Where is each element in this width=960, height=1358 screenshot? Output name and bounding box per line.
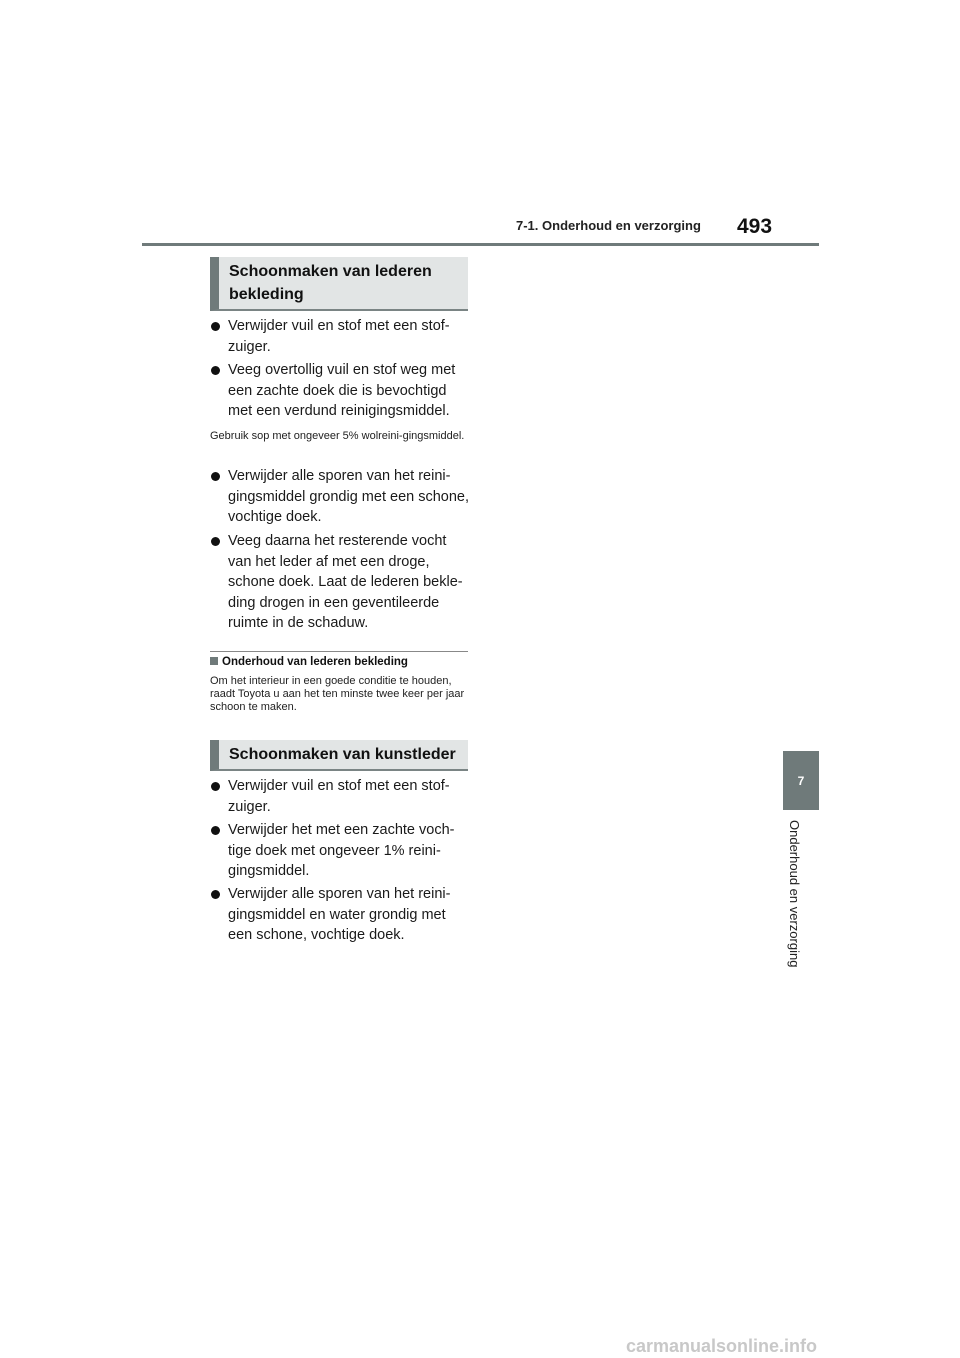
info-title: Onderhoud van lederen bekleding — [210, 656, 408, 668]
bullet-icon — [211, 826, 220, 835]
chapter-side-label: Onderhoud en verzorging — [787, 820, 802, 968]
bullet-icon — [211, 537, 220, 546]
section-heading-artificial-leather: Schoonmaken van kunstleder — [210, 740, 468, 771]
info-text: Om het interieur in een goede conditie te houden, raadt Toyota u aan het ten minste twee keer per jaar schoon te maken. — [210, 675, 465, 713]
bullet-icon — [211, 322, 220, 331]
bullet-icon — [211, 782, 220, 791]
header-divider — [142, 243, 819, 246]
list-item: Verwijder vuil en stof met een stof-zuiger. — [210, 316, 472, 357]
list-item: Veeg overtollig vuil en stof weg met een zachte doek die is bevochtigd met een verdund reinigingsmiddel. — [210, 360, 472, 422]
watermark: carmanualsonline.info — [626, 1336, 818, 1356]
list-item: Verwijder alle sporen van het reini-gingsmiddel grondig met een schone, vochtige doek. — [210, 466, 472, 528]
list-item: Verwijder vuil en stof met een stof-zuiger. — [210, 776, 472, 817]
bullet-icon — [211, 366, 220, 375]
list-item: Verwijder het met een zachte voch-tige doek met ongeveer 1% reini-gingsmiddel. — [210, 820, 472, 882]
info-divider — [210, 651, 468, 652]
bullet-icon — [211, 890, 220, 899]
list-item: Veeg daarna het resterende vocht van het leder af met een droge, schone doek. Laat de lederen bekle-ding drogen in een geventileerde ruimte in de schaduw. — [210, 531, 472, 634]
chapter-tab: 7 — [783, 751, 819, 810]
bullet-icon — [211, 472, 220, 481]
list-item: Verwijder alle sporen van het reini-gingsmiddel en water grondig met een schone, vochtige doek. — [210, 884, 472, 946]
section-heading-leather: Schoonmaken van lederen bekleding — [210, 257, 468, 311]
square-icon — [210, 657, 218, 665]
running-header: 7-1. Onderhoud en verzorging — [516, 218, 701, 233]
note-text: Gebruik sop met ongeveer 5% wolreini-gingsmiddel. — [210, 430, 465, 442]
page-number: 493 — [737, 215, 773, 238]
